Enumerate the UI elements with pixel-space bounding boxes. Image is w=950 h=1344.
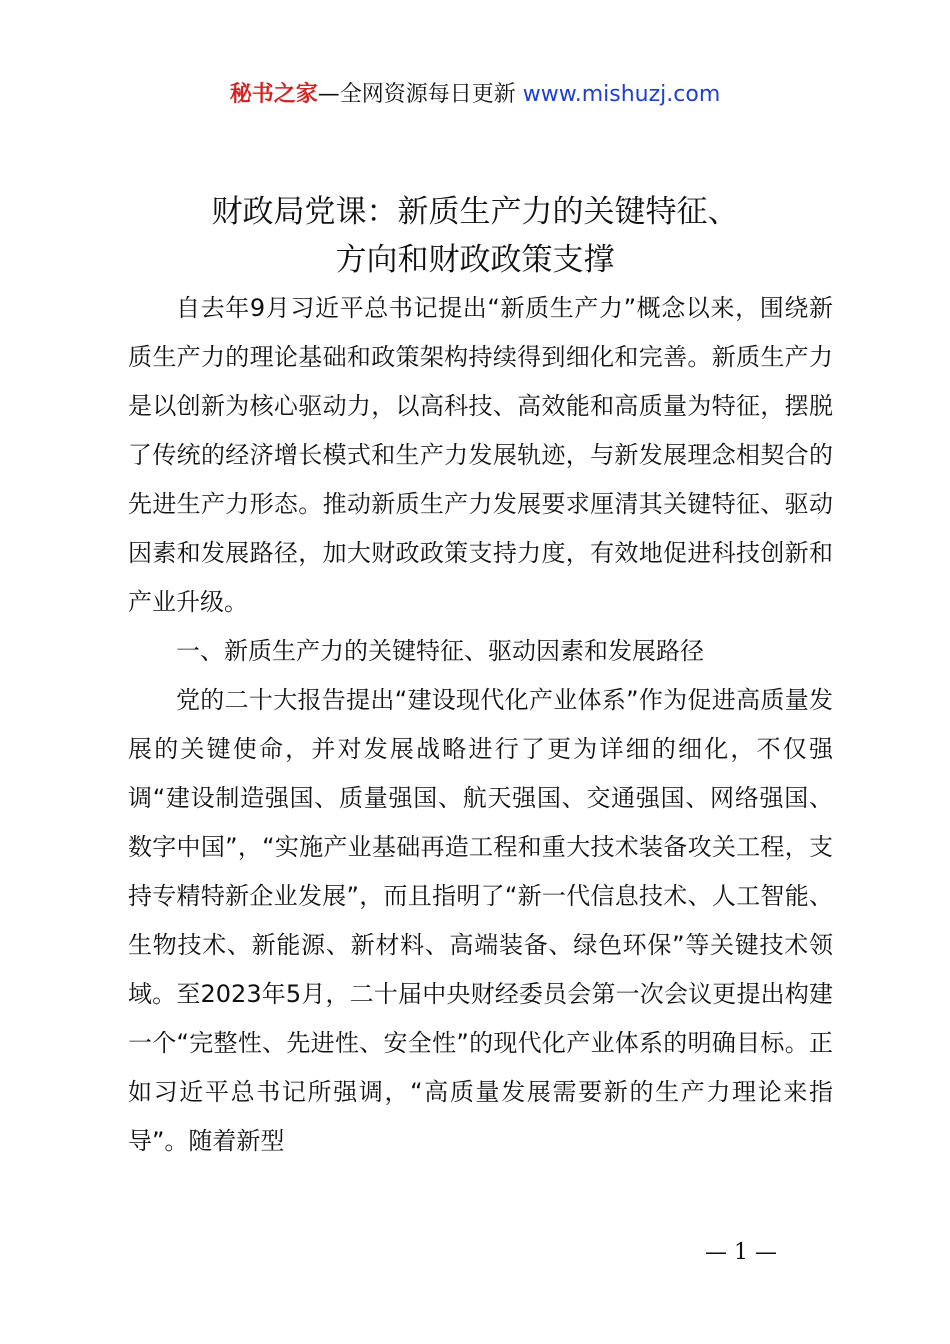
page-number: — 1 — (705, 1240, 777, 1265)
title-line-2: 方向和财政政策支撑 (335, 242, 615, 278)
section-heading-1: 一、新质生产力的关键特征、驱动因素和发展路径 (176, 637, 704, 665)
document-title (0, 188, 950, 284)
site-url-link[interactable]: www.mishuzj.com (522, 82, 721, 107)
site-brand: 秘书之家 (229, 82, 318, 107)
body-paragraph: 党的二十大报告提出“建设现代化产业体系”作为促进高质量发展的关键使命，并对发展战略进行了更为详细的细化，不仅强调“建设制造强国、质量强国、航天强国、交通强国、网络强国、数字中国”，“实施产业基础再造工程和重大技术装备攻关工程，支持专精特新企业发展”，而且指明了“新一代信息技术、人工智能、生物技术、新能源、新材料、高端装备、绿色环保”等关键技术领域。至2023年5月，二十届中央财经委员会第一次会议更提出构建一个“完整性、先进性、安全性”的现代化产业体系的明确目标。正如习近平总书记所强调，“高质量发展需要新的生产力理论来指导”。随着新型 (128, 686, 833, 1155)
site-tagline: —全网资源每日更新 (317, 82, 516, 107)
intro-paragraph: 自去年9月习近平总书记提出“新质生产力”概念以来，围绕新质生产力的理论基础和政策架构持续得到细化和完善。新质生产力是以创新为核心驱动力，以高科技、高效能和高质量为特征，摆脱了传统的经济增长模式和生产力发展轨迹，与新发展理念相契合的先进生产力形态。推动新质生产力发展要求厘清其关键特征、驱动因素和发展路径，加大财政政策支持力度，有效地促进科技创新和产业升级。 (128, 294, 833, 616)
title-line-1: 财政局党课：新质生产力的关键特征、 (211, 194, 739, 230)
site-header (0, 80, 950, 110)
document-body (128, 284, 833, 1166)
